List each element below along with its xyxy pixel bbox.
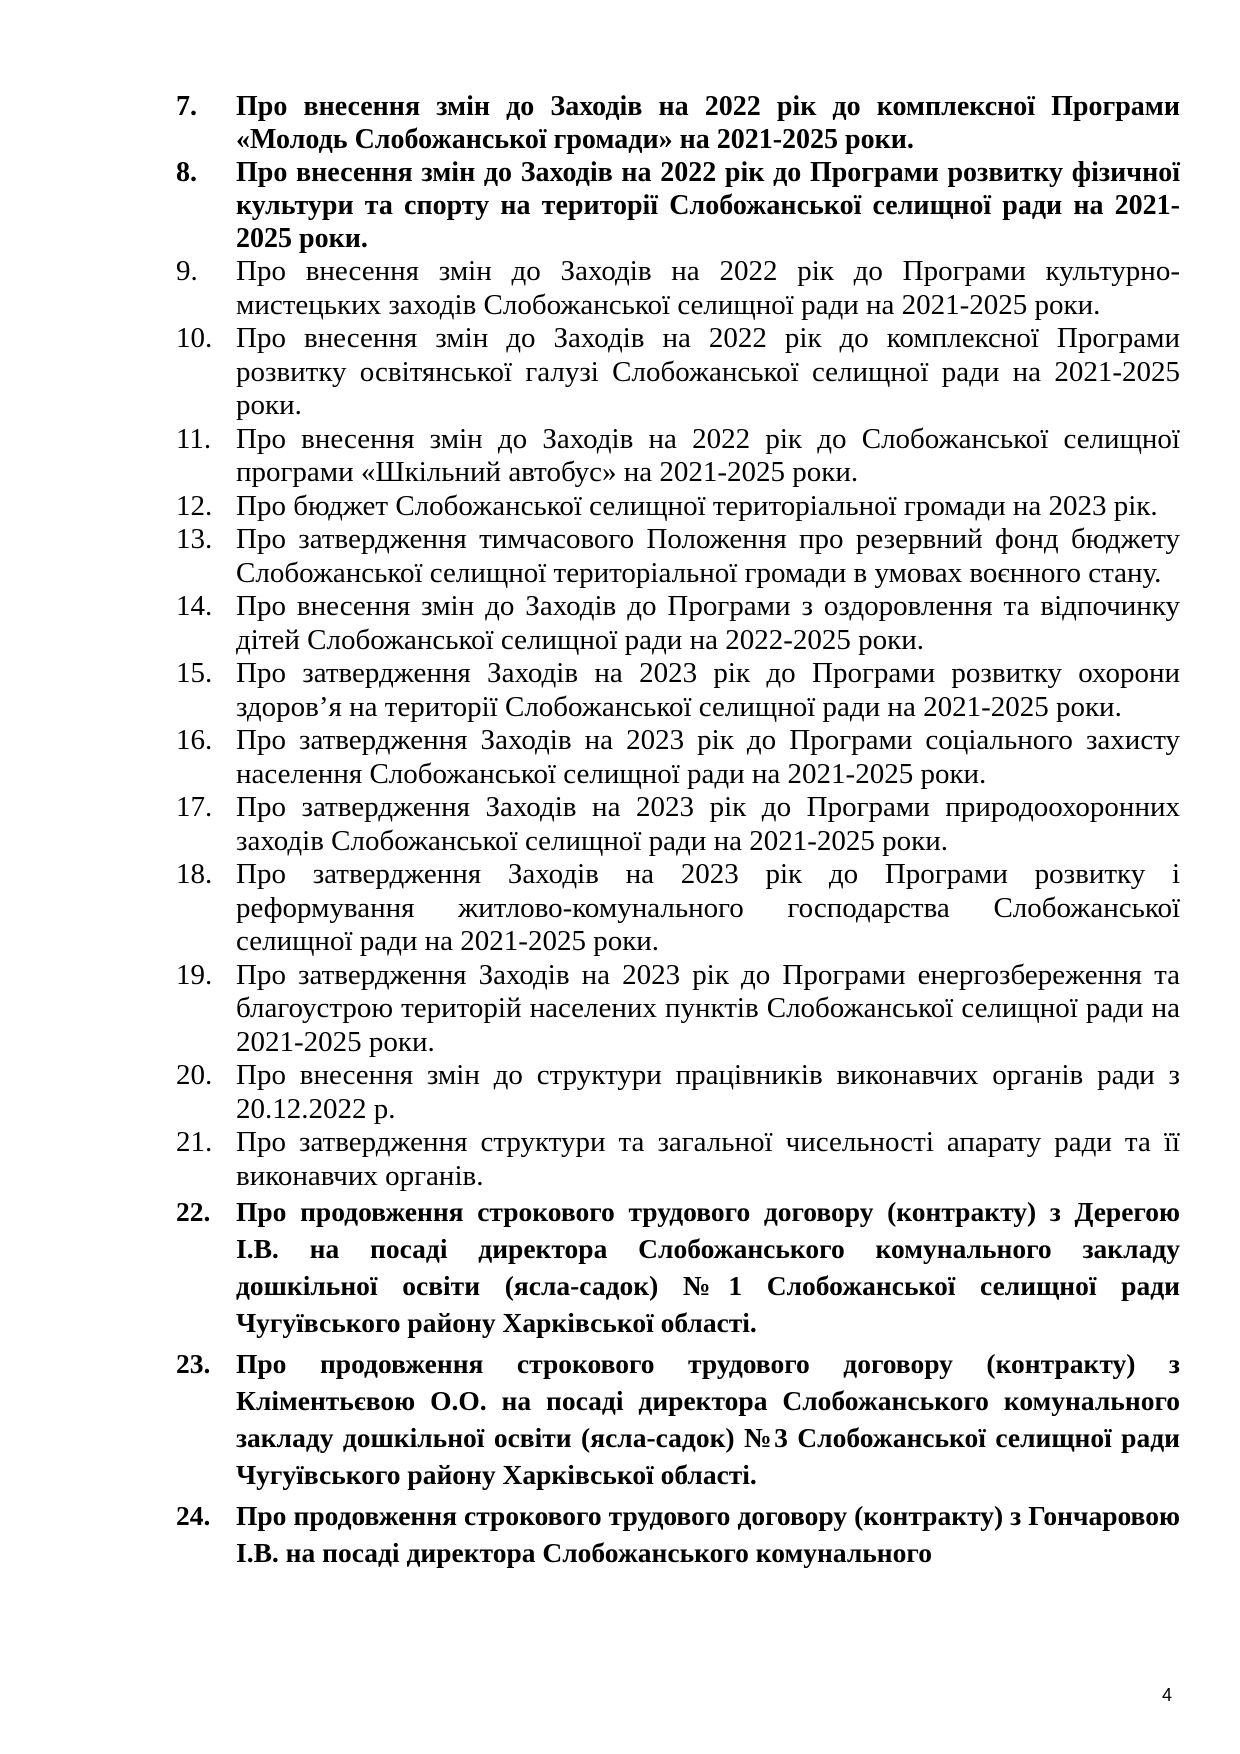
agenda-item-text: Про внесення змін до Заходів до Програми з оздоровлення та відпочинку дітей Слобожанської селищної ради на 2022-2025 роки. — [236, 590, 1180, 656]
agenda-item-23 — [176, 1345, 1180, 1493]
agenda-item-text: Про затвердження Заходів на 2023 рік до Програми розвитку і реформування житлово-комунального господарства Слобожанської селищної ради на 2021-2025 роки. — [236, 858, 1180, 957]
agenda-item-12 — [176, 490, 1180, 524]
agenda-item-text: Про затвердження Заходів на 2023 рік до Програми енергозбереження та благоустрою територій населених пунктів Слобожанської селищної ради на 2021-2025 роки. — [236, 958, 1180, 1058]
agenda-item-text: Про продовження строкового трудового договору (контракту) з Дерегою І.В. на посаді директора Слобожанського комунального закладу дошкільної освіти (ясла-садок) №1 Слобожанської селищної ради Чугуївського району Харківської області. — [236, 1196, 1180, 1338]
agenda-item-number: 17. — [176, 791, 213, 823]
agenda-item-number: 9. — [176, 255, 198, 287]
agenda-item-number: 10. — [176, 322, 213, 354]
agenda-item-number: 13. — [176, 523, 213, 555]
agenda-item-number: 19. — [176, 958, 213, 991]
agenda-item-number: 23. — [176, 1348, 211, 1379]
agenda-item-17 — [176, 791, 1180, 858]
agenda-item-text: Про внесення змін до Заходів на 2022 рік до Слобожанської селищної програми «Шкільний автобус» на 2021-2025 роки. — [236, 422, 1180, 488]
agenda-item-18 — [176, 858, 1180, 959]
agenda-item-22 — [176, 1193, 1180, 1341]
agenda-item-16 — [176, 724, 1180, 791]
agenda-item-text: Про затвердження Заходів на 2023 рік до Програми розвитку охорони здоров’я на території Слобожанської селищної ради на 2021-2025 роки. — [236, 657, 1180, 723]
agenda-item-number: 20. — [176, 1059, 213, 1091]
agenda-item-9 — [176, 255, 1180, 322]
agenda-item-text: Про продовження строкового трудового договору (контракту) з Гончаровою І.В. на посаді директора Слобожанського комунального — [236, 1500, 1180, 1568]
agenda-list — [176, 90, 1180, 1575]
agenda-item-text: Про затвердження тимчасового Положення про резервний фонд бюджету Слобожанської селищної територіальної громади в умовах воєнного стану. — [236, 523, 1180, 589]
agenda-item-7 — [176, 90, 1180, 156]
agenda-item-text: Про продовження строкового трудового договору (контракту) з Кліментьєвою О.О. на посаді директора Слобожанського комунального закладу дошкільної освіти (ясла-садок) №3 Слобожанської селищної ради Чугуївського району Харківської області. — [236, 1348, 1180, 1490]
agenda-item-number: 8. — [176, 157, 197, 188]
agenda-item-text: Про бюджет Слобожанської селищної територіальної громади на 2023 рік. — [236, 489, 1158, 522]
agenda-item-number: 11. — [176, 422, 212, 455]
agenda-item-number: 22. — [176, 1196, 211, 1227]
agenda-item-21 — [176, 1126, 1180, 1193]
agenda-item-19 — [176, 959, 1180, 1060]
agenda-item-text: Про внесення змін до Заходів на 2022 рік до Програми розвитку фізичної культури та спорту на території Слобожанської селищної ради на 2021-2025 роки. — [236, 157, 1180, 254]
agenda-item-number: 14. — [176, 590, 213, 622]
agenda-item-number: 7. — [176, 91, 197, 122]
agenda-item-number: 18. — [176, 858, 213, 890]
agenda-item-text: Про внесення змін до Заходів на 2022 рік до Програми культурно-мистецьких заходів Слобожанської селищної ради на 2021-2025 роки. — [236, 255, 1180, 321]
agenda-item-number: 24. — [176, 1500, 211, 1531]
agenda-item-text: Про внесення змін до структури працівників виконавчих органів ради з 20.12.2022 р. — [236, 1059, 1180, 1125]
page-number: 4 — [1161, 1685, 1172, 1705]
agenda-item-number: 16. — [176, 724, 213, 756]
agenda-item-10 — [176, 322, 1180, 423]
agenda-item-number: 21. — [176, 1126, 213, 1158]
agenda-item-text: Про затвердження структури та загальної чисельності апарату ради та її виконавчих органів. — [236, 1126, 1180, 1192]
agenda-item-15 — [176, 657, 1180, 724]
agenda-item-text: Про внесення змін до Заходів на 2022 рік до комплексної Програми «Молодь Слобожанської громади» на 2021-2025 роки. — [236, 91, 1180, 155]
agenda-item-20 — [176, 1059, 1180, 1126]
agenda-item-text: Про затвердження Заходів на 2023 рік до Програми соціального захисту населення Слобожанської селищної ради на 2021-2025 роки. — [236, 724, 1180, 790]
agenda-item-13 — [176, 523, 1180, 590]
agenda-item-text: Про внесення змін до Заходів на 2022 рік до комплексної Програми розвитку освітянської галузі Слобожанської селищної ради на 2021-2025 роки. — [236, 322, 1180, 421]
agenda-item-8 — [176, 156, 1180, 255]
agenda-item-14 — [176, 590, 1180, 657]
agenda-item-11 — [176, 423, 1180, 490]
agenda-item-number: 12. — [176, 489, 213, 522]
agenda-item-text: Про затвердження Заходів на 2023 рік до Програми природоохоронних заходів Слобожанської селищної ради на 2021-2025 роки. — [236, 791, 1180, 857]
agenda-item-24 — [176, 1497, 1180, 1571]
agenda-item-number: 15. — [176, 657, 213, 689]
